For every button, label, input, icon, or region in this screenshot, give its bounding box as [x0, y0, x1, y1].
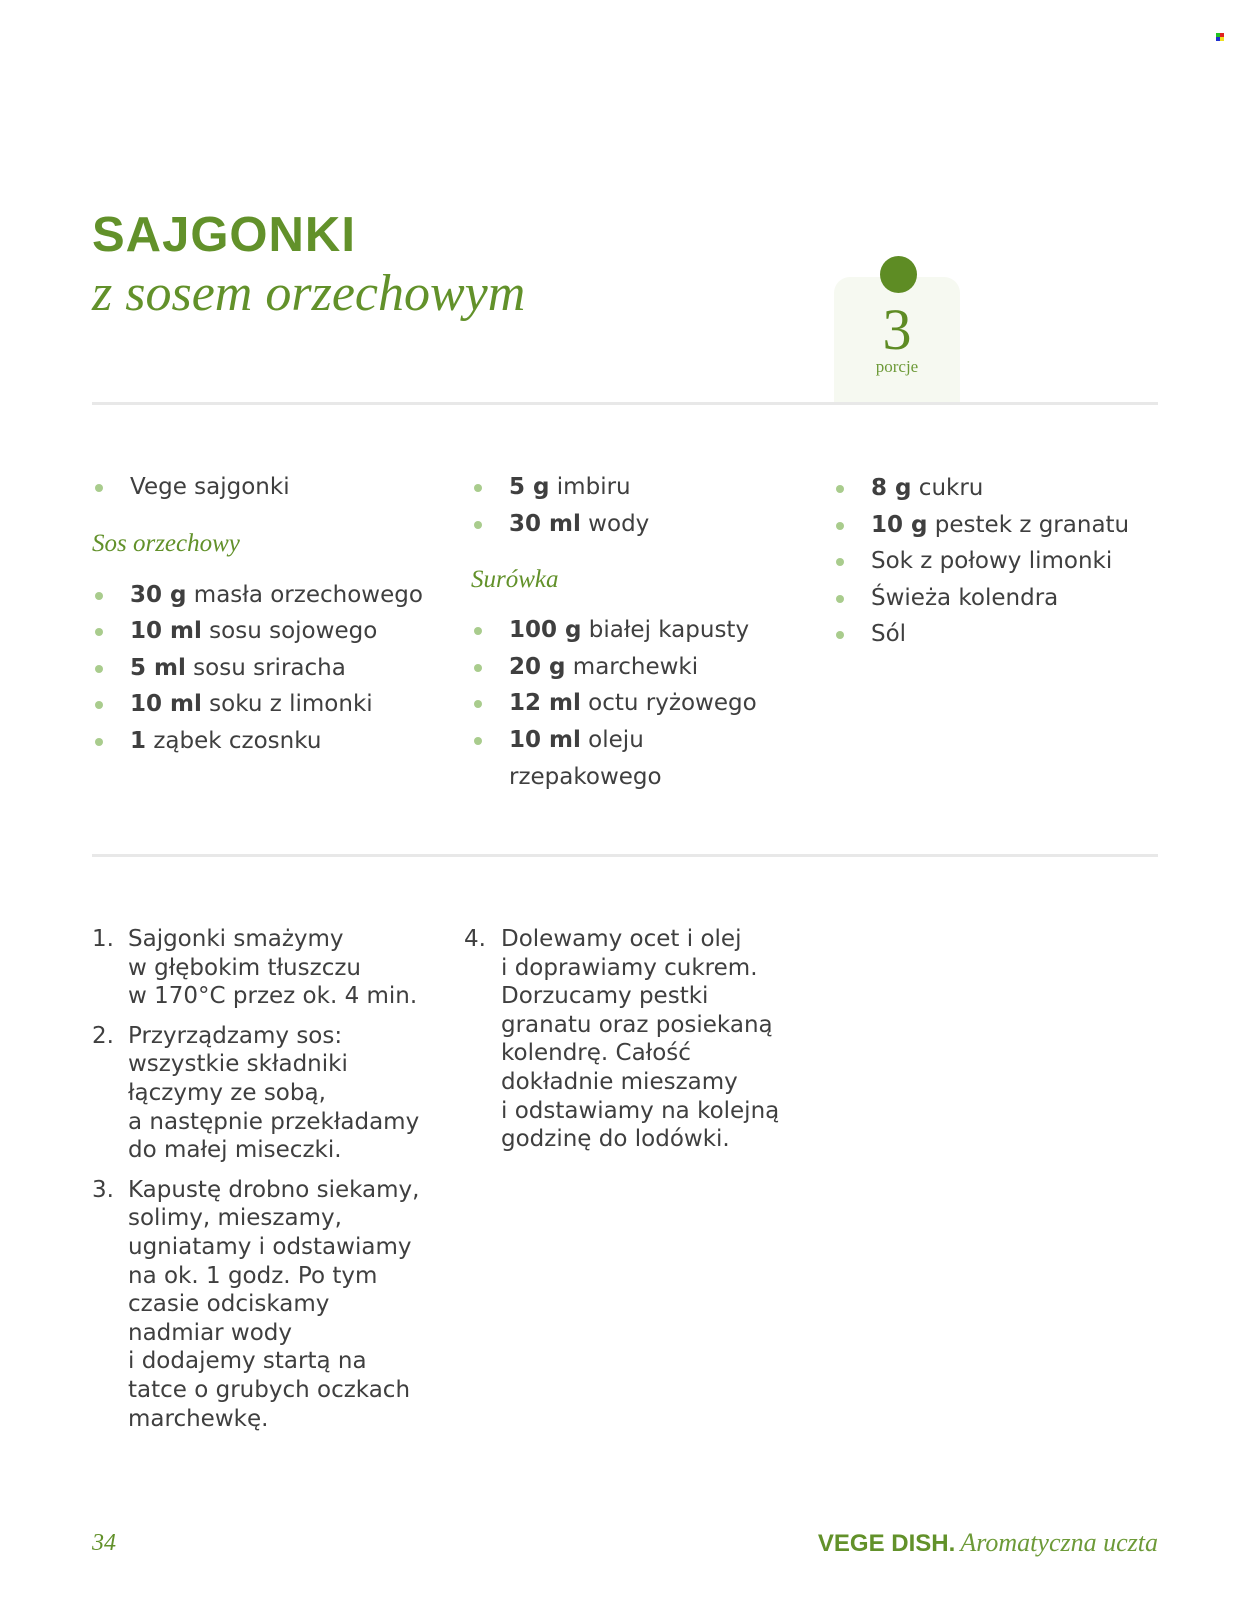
- ingredient-item: Vege sajgonki: [92, 469, 432, 506]
- step-line: łączymy ze sobą,: [128, 1079, 326, 1106]
- step-line: tatce o grubych oczkach: [128, 1376, 411, 1403]
- step-line: i dodajemy startą na: [128, 1348, 367, 1375]
- bullet-icon: [836, 485, 844, 493]
- ingredient-item: 30 g masła orzechowego: [92, 577, 432, 614]
- servings-count: 3: [882, 297, 912, 362]
- brand-tagline: Aromatyczna uczta: [960, 1528, 1158, 1557]
- step-line: granatu oraz posiekaną: [501, 1011, 773, 1038]
- divider-middle: [92, 854, 1158, 857]
- ingredient-item: 8 g cukru: [833, 470, 1163, 507]
- bullet-icon: [836, 595, 844, 603]
- step-line: kolendrę. Całość: [501, 1040, 691, 1067]
- ingredient-item: 10 ml oleju rzepakowego: [471, 722, 709, 795]
- brand-name: VEGE DISH.: [817, 1530, 956, 1557]
- recipe-title: SAJGONKI: [92, 208, 356, 262]
- footer-brand: [818, 1528, 1158, 1561]
- bullet-icon: [95, 701, 103, 709]
- bullet-icon: [474, 484, 482, 492]
- step-item: [464, 925, 804, 1154]
- step-line: Sajgonki smażymy: [128, 926, 344, 952]
- page-number: 34: [92, 1530, 116, 1556]
- ingredient-item: 100 g białej kapusty: [471, 612, 771, 649]
- step-number: 3.: [92, 1176, 114, 1203]
- servings-dot-icon: [880, 256, 917, 293]
- recipe-subtitle: z sosem orzechowym: [92, 265, 526, 322]
- step-line: czasie odciskamy: [128, 1291, 330, 1318]
- steps-column-2: [464, 925, 804, 1165]
- section-title-sos: Sos orzechowy: [92, 529, 240, 557]
- step-number: 4.: [464, 926, 486, 952]
- servings-label: porcje: [875, 357, 919, 376]
- ingredient-item: 10 g pestek z granatu: [833, 507, 1163, 544]
- bullet-icon: [95, 738, 103, 746]
- step-line: a następnie przekładamy: [128, 1108, 420, 1135]
- step-line: solimy, mieszamy,: [128, 1205, 342, 1232]
- bullet-icon: [95, 665, 103, 673]
- step-line: w 170°C przez ok. 4 min.: [128, 983, 418, 1010]
- ingredient-item: 30 ml wody: [471, 506, 771, 543]
- step-item: [92, 925, 432, 1011]
- ingredient-item: Sól: [833, 616, 1163, 653]
- ingredients-column-2: [471, 469, 771, 795]
- bullet-icon: [474, 521, 482, 529]
- divider-top: [92, 402, 1158, 405]
- ingredients-column-3: [833, 470, 1163, 653]
- bullet-icon: [95, 628, 103, 636]
- step-line: wszystkie składniki: [128, 1051, 348, 1078]
- step-line: Dorzucamy pestki: [501, 983, 709, 1010]
- ingredient-item: Sok z połowy limonki: [833, 543, 1163, 580]
- ingredient-item: 10 ml soku z limonki: [92, 686, 432, 723]
- step-line: na ok. 1 godz. Po tym: [128, 1262, 378, 1289]
- step-line: Przyrządzamy sos:: [128, 1022, 343, 1049]
- ingredient-item: 5 ml sosu sriracha: [92, 650, 432, 687]
- steps-column-1: [92, 925, 432, 1444]
- step-line: Kapustę drobno siekamy,: [128, 1176, 420, 1203]
- ingredient-item: 10 ml sosu sojowego: [92, 613, 432, 650]
- bullet-icon: [474, 627, 482, 635]
- bullet-icon: [836, 558, 844, 566]
- bullet-icon: [95, 592, 103, 600]
- bullet-icon: [474, 664, 482, 672]
- step-line: nadmiar wody: [128, 1319, 293, 1346]
- step-line: w głębokim tłuszczu: [128, 954, 361, 981]
- step-line: Dolewamy ocet i olej: [501, 926, 742, 952]
- bullet-icon: [836, 522, 844, 530]
- ingredient-item: Świeża kolendra: [833, 580, 1163, 617]
- ingredient-item: 12 ml octu ryżowego: [471, 685, 771, 722]
- step-number: 1.: [92, 926, 114, 952]
- step-line: i odstawiamy na kolejną: [501, 1097, 780, 1124]
- step-item: [92, 1176, 432, 1433]
- ingredients-column-1: [92, 469, 432, 760]
- ingredient-item: 1 ząbek czosnku: [92, 723, 432, 760]
- ingredient-item: 20 g marchewki: [471, 649, 771, 686]
- ingredient-item: 5 g imbiru: [471, 469, 771, 506]
- bullet-icon: [836, 631, 844, 639]
- color-registration-mark: [1216, 33, 1224, 41]
- section-title-surowka: Surówka: [471, 566, 559, 594]
- step-line: godzinę do lodówki.: [501, 1126, 730, 1153]
- bullet-icon: [474, 700, 482, 708]
- step-line: do małej miseczki.: [128, 1137, 342, 1164]
- step-line: marchewkę.: [128, 1405, 269, 1432]
- step-line: i doprawiamy cukrem.: [501, 954, 758, 981]
- bullet-icon: [95, 484, 103, 492]
- step-item: [92, 1022, 432, 1165]
- step-line: ugniatamy i odstawiamy: [128, 1233, 412, 1260]
- step-number: 2.: [92, 1022, 114, 1049]
- step-line: dokładnie mieszamy: [501, 1068, 738, 1095]
- bullet-icon: [474, 737, 482, 745]
